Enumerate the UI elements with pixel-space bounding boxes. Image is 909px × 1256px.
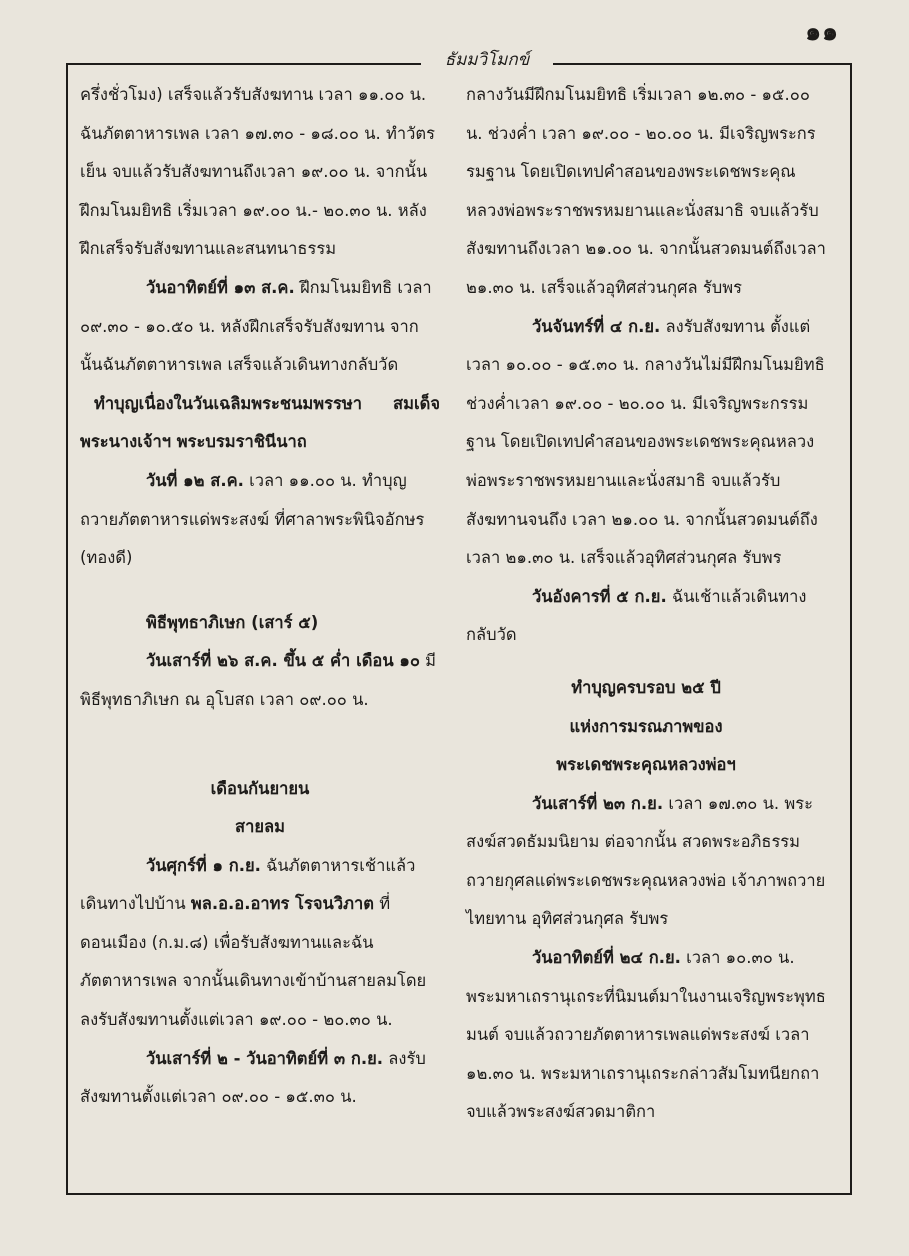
paragraph: ครึ่งชั่วโมง) เสร็จแล้วรับสังฆทาน เวลา ๑๑.๐๐ น. ฉันภัตตาหารเพล เวลา ๑๗.๓๐ - ๑๘.๐๐ น. ทำวัตรเย็น จบแล้วรับสังฆทานถึงเวลา ๑๙.๐๐ น. จากนั้น ฝึกมโนมยิทธิ เริ่มเวลา ๑๙.๐๐ น.- ๒๐.๓๐ น. หลังฝึกเสร็จรับสังฆทานและสนทนาธรรม xyxy=(80,85,435,259)
month-heading: เดือนกันยายน xyxy=(210,778,310,798)
date-lead: วันศุกร์ที่ ๑ ก.ย. xyxy=(146,855,261,875)
paragraph xyxy=(80,642,440,719)
left-column xyxy=(80,76,440,1117)
paragraph-body: ฉันเช้าแล้วเดินทางกลับวัด xyxy=(466,586,807,645)
date-lead: วันเสาร์ที่ ๒ - วันอาทิตย์ที่ ๓ ก.ย. xyxy=(146,1048,384,1068)
paragraph-body: ลงรับสังฆทานตั้งแต่เวลา ๐๙.๐๐ - ๑๕.๓๐ น. xyxy=(80,1048,426,1107)
date-lead: วันเสาร์ที่ ๒๓ ก.ย. xyxy=(532,793,664,813)
paragraph-body: ที่ดอนเมือง (ก.ม.๘) เพื่อรับสังฆทานและฉันภัตตาหารเพล จากนั้นเดินทางเข้าบ้านสายลมโดยลงรับสังฆทานตั้งแต่เวลา ๑๙.๐๐ - ๒๐.๓๐ น. xyxy=(80,894,427,1030)
date-lead: วันเสาร์ที่ ๒๖ ส.ค. ขึ้น ๕ ค่ำ เดือน ๑๐ xyxy=(146,651,420,671)
location-heading: สายลม xyxy=(235,817,285,837)
spacer xyxy=(466,655,826,669)
paragraph xyxy=(80,462,440,578)
date-lead: วันอังคารที่ ๕ ก.ย. xyxy=(532,586,667,606)
date-lead: วันจันทร์ที่ ๔ ก.ย. xyxy=(532,316,661,336)
date-lead: วันอาทิตย์ที่ ๒๔ ก.ย. xyxy=(532,948,681,968)
paragraph-body: ลงรับสังฆทาน ตั้งแต่เวลา ๑๐.๐๐ - ๑๕.๓๐ น. กลางวันไม่มีฝึกมโนมยิทธิ ช่วงค่ำเวลา ๑๙.๐๐ - ๒๐.๐๐ น. มีเจริญพระกรรมฐาน โดยเปิดเทปคำสอนของพระเดชพระคุณหลวงพ่อพระราชพรหมยานและนั่งสมาธิ จบแล้วรับสังฆทานจนถึง เวลา ๒๑.๐๐ น. จากนั้นสวดมนต์ถึงเวลา ๒๑.๓๐ น. เสร็จแล้วอุทิศส่วนกุศล รับพร xyxy=(466,316,825,568)
date-lead: วันที่ ๑๒ ส.ค. xyxy=(146,470,244,490)
spacer xyxy=(80,578,440,604)
paragraph xyxy=(466,308,826,578)
paragraph-body: เวลา ๑๑.๐๐ น. ทำบุญถวายภัตตาหารแด่พระสงฆ์ ที่ศาลาพระพินิจอักษร (ทองดี) xyxy=(80,470,425,568)
paragraph-body: ฉันภัตตาหารเช้าแล้วเดินทางไปบ้าน xyxy=(80,855,416,914)
paragraph: กลางวันมีฝึกมโนมยิทธิ เริ่มเวลา ๑๒.๓๐ - ๑๕.๐๐ น. ช่วงค่ำ เวลา ๑๙.๐๐ - ๒๐.๐๐ น. มีเจริญพระกรรมฐาน โดยเปิดเทปคำสอนของพระเดชพระคุณหลวงพ่อพระราชพรหมยานและนั่งสมาธิ จบแล้วรับสังฆทานถึงเวลา ๒๑.๐๐ น. จากนั้นสวดมนต์ถึงเวลา ๒๑.๓๐ น. เสร็จแล้วอุทิศส่วนกุศล รับพร xyxy=(466,85,826,297)
paragraph-body: มีพิธีพุทธาภิเษก ณ อุโบสถ เวลา ๐๙.๐๐ น. xyxy=(80,651,437,709)
section-heading: พิธีพุทธาภิเษก (เสาร์ ๕) xyxy=(146,612,319,632)
date-lead: วันอาทิตย์ที่ ๑๓ ส.ค. xyxy=(146,277,295,297)
section-heading: พระเดชพระคุณหลวงพ่อฯ xyxy=(556,755,736,775)
paragraph xyxy=(466,578,826,655)
paragraph xyxy=(80,269,440,385)
page-number: ๑๑ xyxy=(805,17,839,46)
paragraph xyxy=(466,939,826,1132)
paragraph xyxy=(466,785,826,939)
paragraph-body: เวลา ๑๗.๓๐ น. พระสงฆ์สวดธัมมนิยาม ต่อจากนั้น สวดพระอภิธรรมถวายกุศลแด่พระเดชพระคุณหลวงพ่อ เจ้าภาพถวายไทยทาน อุทิศส่วนกุศล รับพร xyxy=(466,793,826,929)
spacer xyxy=(80,720,440,770)
section-heading: ทำบุญเนื่องในวันเฉลิมพระชนมพรรษา สมเด็จพระนางเจ้าฯ พระบรมราชินีนาถ xyxy=(80,393,440,452)
right-column xyxy=(466,76,826,1132)
section-heading: ทำบุญครบรอบ ๒๕ ปี xyxy=(571,677,721,697)
paragraph xyxy=(80,847,440,1040)
section-heading: แห่งการมรณภาพของ xyxy=(569,716,723,736)
journal-title: ธัมมวิโมกข์ xyxy=(444,50,530,70)
paragraph xyxy=(80,1040,440,1117)
paragraph-body: ฝึกมโนมยิทธิ เวลา ๐๙.๓๐ - ๑๐.๕๐ น. หลังฝึกเสร็จรับสังฆทาน จากนั้นฉันภัตตาหารเพล เสร็จแล้วเดินทางกลับวัด xyxy=(80,277,432,375)
person-name: พล.อ.อ.อาทร โรจนวิภาต xyxy=(190,894,374,914)
paragraph-body: เวลา ๑๐.๓๐ น. พระมหาเถรานุเถระที่นิมนต์มาในงานเจริญพระพุทธมนต์ จบแล้วถวายภัตตาหารเพลแด่พระสงฆ์ เวลา ๑๒.๓๐ น. พระมหาเถรานุเถระกล่าวสัมโมทนียกถา จบแล้วพระสงฆ์สวดมาติกา xyxy=(466,948,826,1122)
